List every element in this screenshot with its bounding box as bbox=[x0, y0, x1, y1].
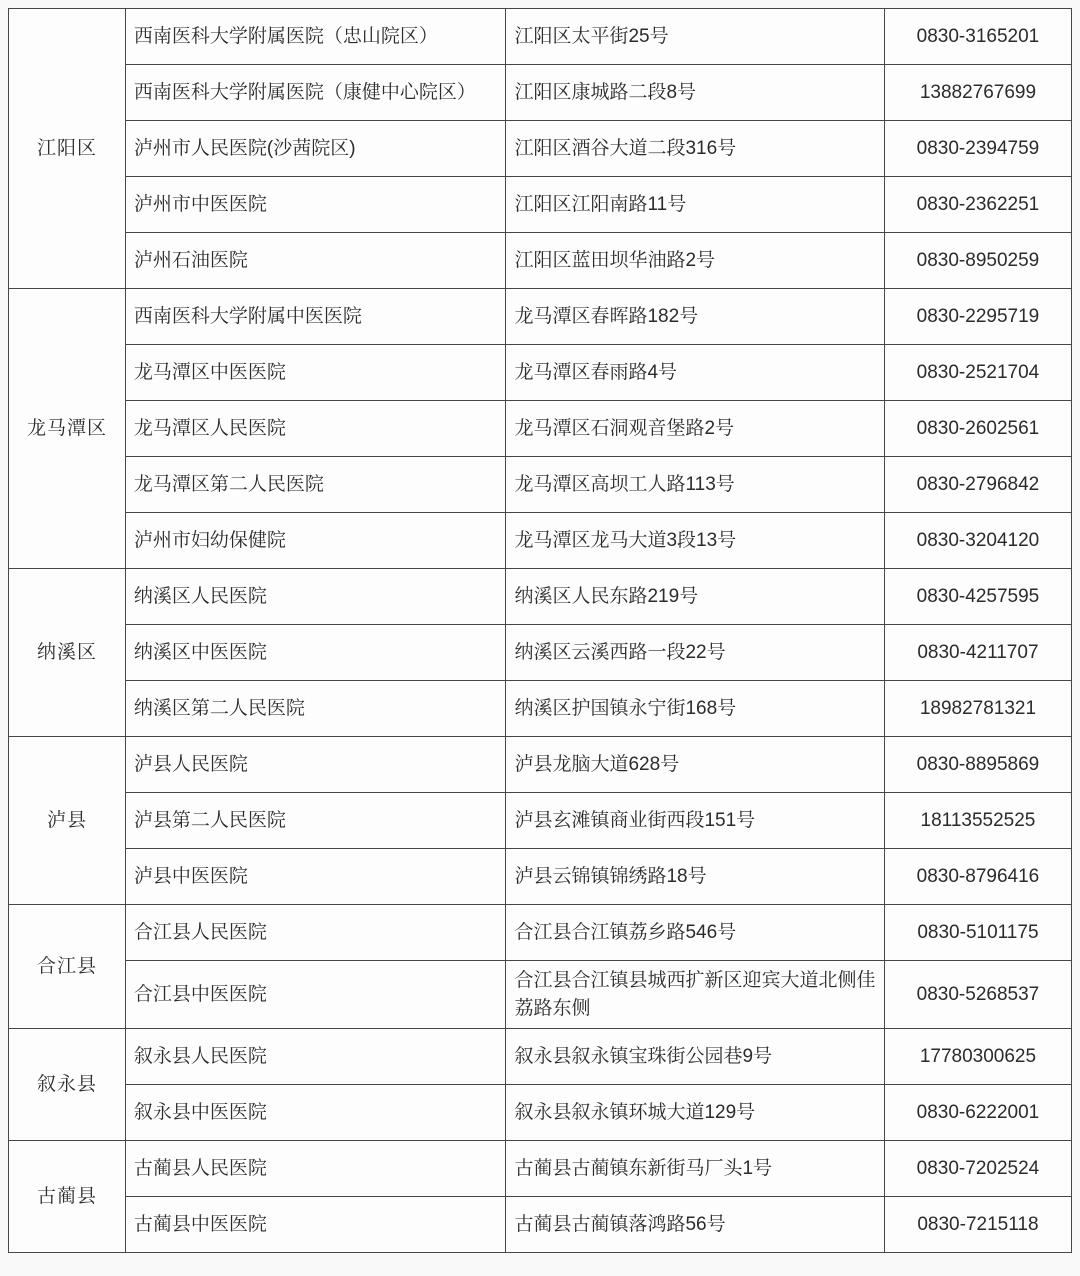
phone-cell: 0830-5101175 bbox=[884, 905, 1071, 961]
district-cell: 合江县 bbox=[9, 905, 126, 1029]
district-cell: 叙永县 bbox=[9, 1029, 126, 1141]
table-row bbox=[9, 961, 1072, 1029]
phone-cell: 0830-2394759 bbox=[884, 121, 1071, 177]
phone-cell: 0830-4211707 bbox=[884, 625, 1071, 681]
phone-cell: 0830-6222001 bbox=[884, 1085, 1071, 1141]
hospital-table bbox=[8, 8, 1072, 1253]
hospital-cell: 龙马潭区人民医院 bbox=[125, 401, 506, 457]
hospital-cell: 泸州市中医医院 bbox=[125, 177, 506, 233]
phone-cell: 0830-8950259 bbox=[884, 233, 1071, 289]
hospital-cell: 纳溪区第二人民医院 bbox=[125, 681, 506, 737]
phone-cell: 0830-2362251 bbox=[884, 177, 1071, 233]
table-row bbox=[9, 513, 1072, 569]
table-row bbox=[9, 289, 1072, 345]
district-cell: 龙马潭区 bbox=[9, 289, 126, 569]
address-cell: 龙马潭区龙马大道3段13号 bbox=[506, 513, 884, 569]
address-cell: 合江县合江镇荔乡路546号 bbox=[506, 905, 884, 961]
table-row bbox=[9, 681, 1072, 737]
table-row bbox=[9, 457, 1072, 513]
phone-cell: 0830-8796416 bbox=[884, 849, 1071, 905]
phone-cell: 0830-5268537 bbox=[884, 961, 1071, 1029]
hospital-cell: 泸州石油医院 bbox=[125, 233, 506, 289]
hospital-cell: 纳溪区中医医院 bbox=[125, 625, 506, 681]
district-cell: 江阳区 bbox=[9, 9, 126, 289]
hospital-cell: 西南医科大学附属医院（康健中心院区） bbox=[125, 65, 506, 121]
table-row bbox=[9, 625, 1072, 681]
table-row bbox=[9, 569, 1072, 625]
address-cell: 古蔺县古蔺镇东新街马厂头1号 bbox=[506, 1141, 884, 1197]
hospital-cell: 古蔺县中医医院 bbox=[125, 1197, 506, 1253]
table-row bbox=[9, 849, 1072, 905]
address-cell: 合江县合江镇县城西扩新区迎宾大道北侧佳荔路东侧 bbox=[506, 961, 884, 1029]
address-cell: 龙马潭区春雨路4号 bbox=[506, 345, 884, 401]
table-row bbox=[9, 1141, 1072, 1197]
address-cell: 龙马潭区高坝工人路113号 bbox=[506, 457, 884, 513]
address-cell: 古蔺县古蔺镇落鸿路56号 bbox=[506, 1197, 884, 1253]
hospital-cell: 西南医科大学附属医院（忠山院区） bbox=[125, 9, 506, 65]
table-row bbox=[9, 793, 1072, 849]
table-row bbox=[9, 737, 1072, 793]
address-cell: 纳溪区云溪西路一段22号 bbox=[506, 625, 884, 681]
table-row bbox=[9, 1085, 1072, 1141]
table-row bbox=[9, 345, 1072, 401]
address-cell: 纳溪区护国镇永宁街168号 bbox=[506, 681, 884, 737]
address-cell: 江阳区江阳南路11号 bbox=[506, 177, 884, 233]
district-cell: 泸县 bbox=[9, 737, 126, 905]
phone-cell: 0830-3204120 bbox=[884, 513, 1071, 569]
phone-cell: 0830-2602561 bbox=[884, 401, 1071, 457]
address-cell: 龙马潭区春晖路182号 bbox=[506, 289, 884, 345]
table-row bbox=[9, 65, 1072, 121]
address-cell: 叙永县叙永镇环城大道129号 bbox=[506, 1085, 884, 1141]
hospital-cell: 龙马潭区中医医院 bbox=[125, 345, 506, 401]
phone-cell: 18982781321 bbox=[884, 681, 1071, 737]
hospital-cell: 古蔺县人民医院 bbox=[125, 1141, 506, 1197]
hospital-cell: 叙永县中医医院 bbox=[125, 1085, 506, 1141]
table-row bbox=[9, 233, 1072, 289]
hospital-cell: 泸县第二人民医院 bbox=[125, 793, 506, 849]
phone-cell: 0830-7202524 bbox=[884, 1141, 1071, 1197]
phone-cell: 18113552525 bbox=[884, 793, 1071, 849]
phone-cell: 0830-2796842 bbox=[884, 457, 1071, 513]
phone-cell: 0830-8895869 bbox=[884, 737, 1071, 793]
address-cell: 泸县龙脑大道628号 bbox=[506, 737, 884, 793]
phone-cell: 0830-2295719 bbox=[884, 289, 1071, 345]
phone-cell: 0830-2521704 bbox=[884, 345, 1071, 401]
hospital-cell: 合江县人民医院 bbox=[125, 905, 506, 961]
hospital-cell: 龙马潭区第二人民医院 bbox=[125, 457, 506, 513]
phone-cell: 0830-4257595 bbox=[884, 569, 1071, 625]
table-row bbox=[9, 9, 1072, 65]
hospital-cell: 泸州市人民医院(沙茜院区) bbox=[125, 121, 506, 177]
phone-cell: 17780300625 bbox=[884, 1029, 1071, 1085]
district-cell: 纳溪区 bbox=[9, 569, 126, 737]
hospital-cell: 叙永县人民医院 bbox=[125, 1029, 506, 1085]
table-row bbox=[9, 401, 1072, 457]
hospital-cell: 西南医科大学附属中医医院 bbox=[125, 289, 506, 345]
hospital-cell: 纳溪区人民医院 bbox=[125, 569, 506, 625]
hospital-cell: 泸县人民医院 bbox=[125, 737, 506, 793]
address-cell: 泸县玄滩镇商业街西段151号 bbox=[506, 793, 884, 849]
table-row bbox=[9, 905, 1072, 961]
address-cell: 江阳区康城路二段8号 bbox=[506, 65, 884, 121]
address-cell: 纳溪区人民东路219号 bbox=[506, 569, 884, 625]
hospital-cell: 泸州市妇幼保健院 bbox=[125, 513, 506, 569]
table-row bbox=[9, 177, 1072, 233]
address-cell: 江阳区太平街25号 bbox=[506, 9, 884, 65]
hospital-cell: 合江县中医医院 bbox=[125, 961, 506, 1029]
address-cell: 江阳区蓝田坝华油路2号 bbox=[506, 233, 884, 289]
address-cell: 泸县云锦镇锦绣路18号 bbox=[506, 849, 884, 905]
hospital-cell: 泸县中医医院 bbox=[125, 849, 506, 905]
table-row bbox=[9, 1197, 1072, 1253]
phone-cell: 0830-7215118 bbox=[884, 1197, 1071, 1253]
table-row bbox=[9, 121, 1072, 177]
address-cell: 龙马潭区石洞观音堡路2号 bbox=[506, 401, 884, 457]
phone-cell: 0830-3165201 bbox=[884, 9, 1071, 65]
district-cell: 古蔺县 bbox=[9, 1141, 126, 1253]
address-cell: 叙永县叙永镇宝珠街公园巷9号 bbox=[506, 1029, 884, 1085]
table-row bbox=[9, 1029, 1072, 1085]
address-cell: 江阳区酒谷大道二段316号 bbox=[506, 121, 884, 177]
phone-cell: 13882767699 bbox=[884, 65, 1071, 121]
